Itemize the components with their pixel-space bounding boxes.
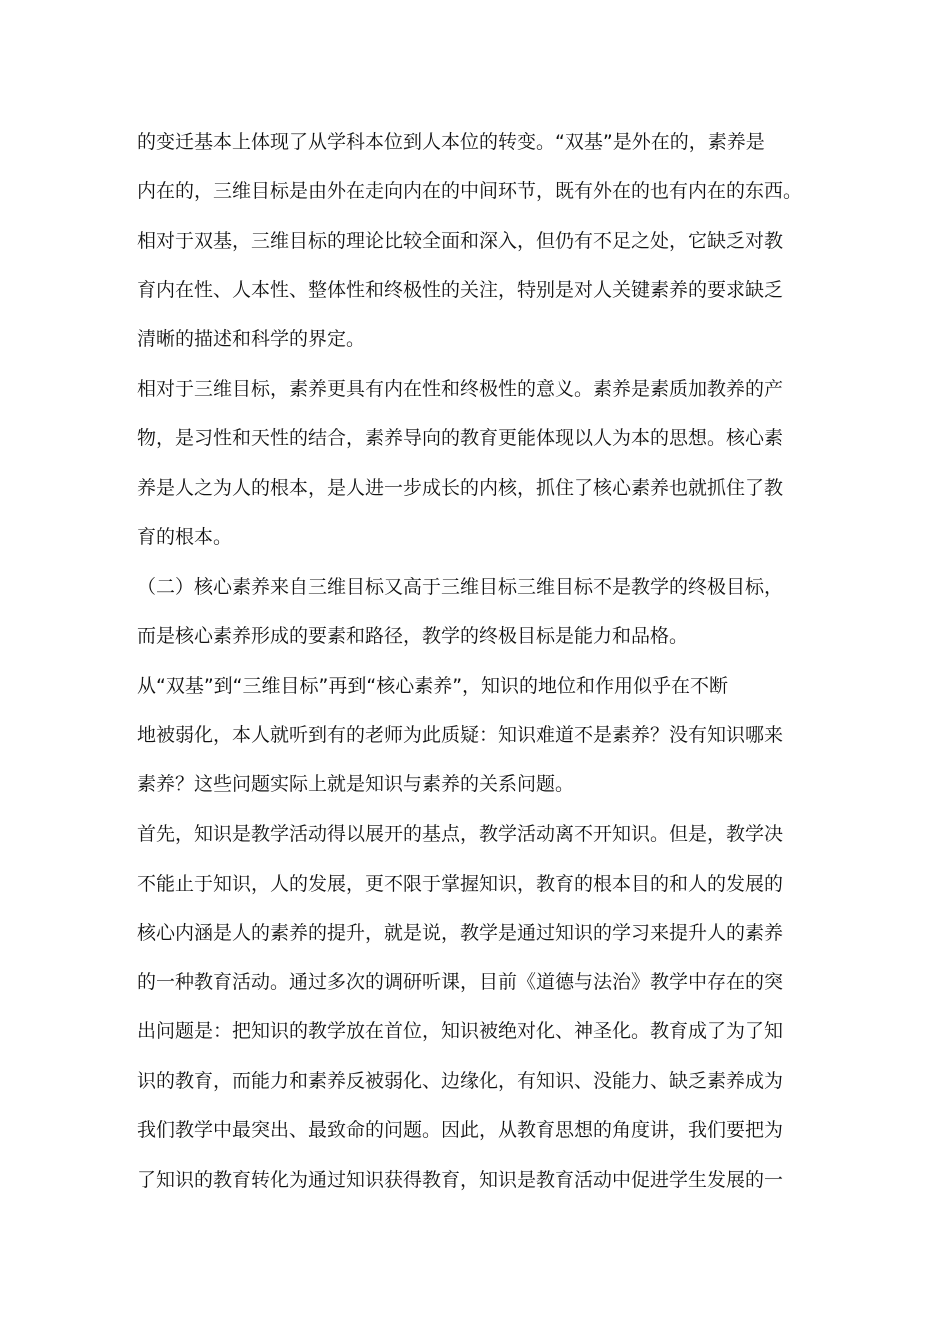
text-line: 出问题是：把知识的教学放在首位，知识被绝对化、神圣化。教育成了为了知 — [137, 1020, 784, 1042]
text-line: 育内在性、人本性、整体性和终极性的关注，特别是对人关键素养的要求缺乏 — [137, 279, 784, 301]
text-line: 相对于三维目标，素养更具有内在性和终极性的意义。素养是素质加教养的产 — [137, 378, 784, 400]
section-heading: （二）核心素养来自三维目标又高于三维目标三维目标不是教学的终极目标， — [137, 576, 784, 598]
text-line: 素养？这些问题实际上就是知识与素养的关系问题。 — [137, 773, 575, 795]
text-line: 从“双基”到“三维目标”再到“核心素养”，知识的地位和作用似乎在不断 — [137, 675, 729, 697]
text-line: 的变迁基本上体现了从学科本位到人本位的转变。“双基”是外在的，素养是 — [137, 131, 765, 153]
text-line: 核心内涵是人的素养的提升，就是说，教学是通过知识的学习来提升人的素养 — [137, 922, 784, 944]
text-line: 我们教学中最突出、最致命的问题。因此，从教育思想的角度讲，我们要把为 — [137, 1119, 784, 1141]
text-line: 内在的，三维目标是由外在走向内在的中间环节，既有外在的也有内在的东西。 — [137, 180, 803, 202]
text-line: 地被弱化，本人就听到有的老师为此质疑：知识难道不是素养？没有知识哪来 — [137, 724, 784, 746]
text-line: 而是核心素养形成的要素和路径，教学的终极目标是能力和品格。 — [137, 625, 689, 647]
text-line: 相对于双基，三维目标的理论比较全面和深入，但仍有不足之处，它缺乏对教 — [137, 230, 784, 252]
text-line: 不能止于知识，人的发展，更不限于掌握知识，教育的根本目的和人的发展的 — [137, 873, 784, 895]
text-line: 识的教育，而能力和素养反被弱化、边缘化，有知识、没能力、缺乏素养成为 — [137, 1070, 784, 1092]
text-line: 养是人之为人的根本，是人进一步成长的内核，抓住了核心素养也就抓住了教 — [137, 477, 784, 499]
text-line: 清晰的描述和科学的界定。 — [137, 328, 366, 350]
text-line: 物，是习性和天性的结合，素养导向的教育更能体现以人为本的思想。核心素 — [137, 427, 784, 449]
text-line: 育的根本。 — [137, 526, 233, 548]
text-line: 了知识的教育转化为通过知识获得教育，知识是教育活动中促进学生发展的一 — [137, 1169, 784, 1191]
text-line: 的一种教育活动。通过多次的调研听课，目前《道德与法治》教学中存在的突 — [137, 971, 784, 993]
text-line: 首先，知识是教学活动得以展开的基点，教学活动离不开知识。但是，教学决 — [137, 823, 784, 845]
